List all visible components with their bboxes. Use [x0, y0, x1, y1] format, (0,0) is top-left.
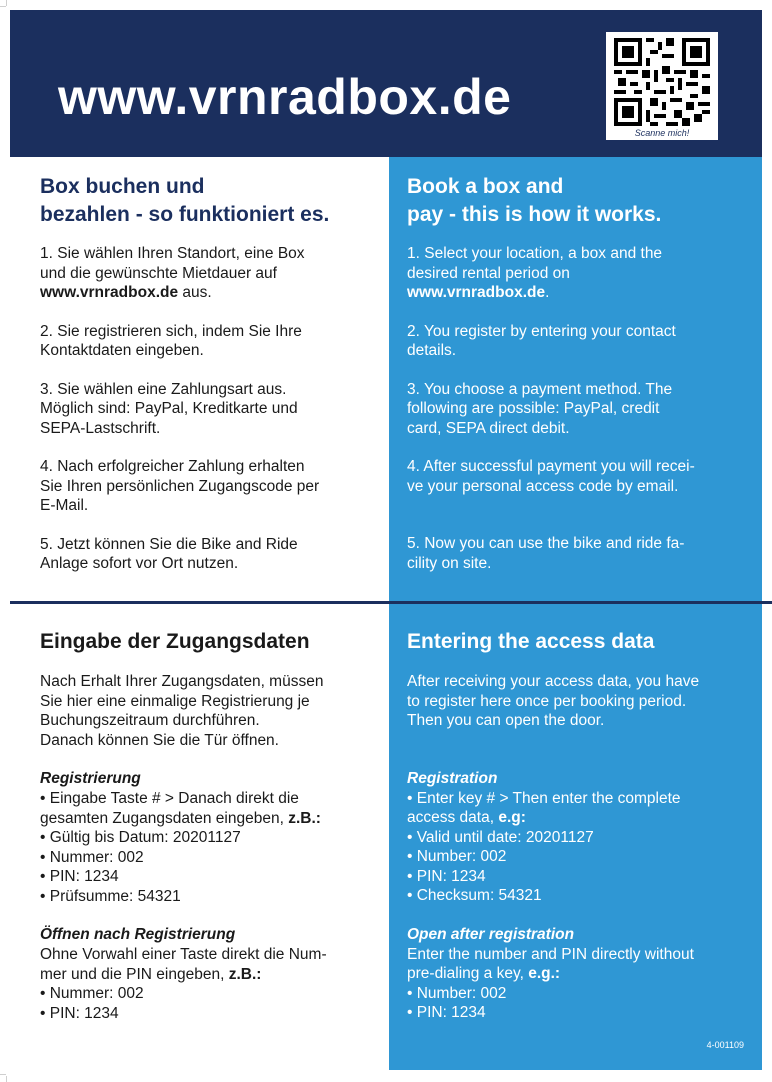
- german-step-2-line2: Kontaktdaten eingeben.: [40, 342, 204, 359]
- qr-code-icon: [614, 38, 710, 126]
- german-step-1-end: aus.: [178, 284, 212, 301]
- document-id: 4-001109: [706, 1040, 744, 1050]
- english-step-5-line2: cility on site.: [407, 554, 492, 572]
- english-step-1-line1: 1. Select your location, a box and the: [407, 245, 663, 262]
- english-registration-item: • Checksum: 54321: [407, 887, 542, 904]
- english-registration-item: • Valid until date: 20201127: [407, 828, 594, 846]
- german-step-5: [40, 535, 385, 574]
- german-step-5-line1: 5. Jetzt können Sie die Bike and Ride: [40, 535, 298, 553]
- german-open-line1: Ohne Vorwahl einer Taste direkt die Num-: [40, 946, 327, 963]
- german-access-line4: Danach können Sie die Tür öffnen.: [40, 731, 279, 749]
- english-heading-line2: pay - this is how it works.: [407, 203, 662, 226]
- german-step-2-line1: 2. Sie registrieren sich, indem Sie Ihre: [40, 322, 302, 340]
- german-access-line2: Sie hier eine einmalige Registrierung je: [40, 692, 310, 710]
- german-registration-line1: • Eingabe Taste # > Danach direkt die: [40, 790, 299, 807]
- german-step-1-line3: [40, 283, 385, 303]
- qr-caption: Scanne mich!: [634, 128, 690, 138]
- german-registration-block: [40, 769, 385, 906]
- english-open-line2: [407, 964, 747, 984]
- german-open-line2-text: mer und die PIN eingeben,: [40, 965, 229, 983]
- german-registration-line2-text: gesamten Zugangsdaten eingeben,: [40, 809, 289, 827]
- german-access-line3: Buchungszeitraum durchführen.: [40, 712, 260, 729]
- english-step-1: [407, 244, 747, 303]
- english-open-item: • PIN: 1234: [407, 1004, 486, 1021]
- english-registration-example-label: e.g:: [498, 809, 526, 826]
- english-step-5-line1: 5. Now you can use the bike and ride fa-: [407, 535, 685, 552]
- english-access-intro: [407, 672, 747, 731]
- crop-mark: [6, 1076, 7, 1082]
- german-registration-item: • Gültig bis Datum: 20201127: [40, 829, 241, 846]
- german-step-4-line3: E-Mail.: [40, 497, 89, 514]
- english-booking-section: [407, 173, 747, 573]
- german-registration-item: • Prüfsumme: 54321: [40, 887, 181, 905]
- crop-mark: [0, 1074, 6, 1075]
- english-registration-item: • PIN: 1234: [407, 867, 486, 885]
- english-heading-line1: Book a box and: [407, 175, 564, 198]
- german-access-heading: Eingabe der Zugangsdaten: [40, 630, 310, 653]
- german-access-intro: [40, 672, 385, 750]
- english-open-line1: Enter the number and PIN directly without: [407, 945, 694, 963]
- english-step-1-line3: [407, 283, 747, 303]
- english-registration-item: • Number: 002: [407, 848, 507, 865]
- german-registration-example-label: z.B.:: [288, 809, 321, 827]
- english-registration-block: [407, 769, 747, 906]
- german-open-item: • Nummer: 002: [40, 985, 144, 1002]
- english-access-section: [407, 629, 747, 1023]
- german-step-4-line2: Sie Ihren persönlichen Zugangscode per: [40, 477, 320, 495]
- header-banner: [10, 10, 762, 157]
- english-access-heading: Entering the access data: [407, 630, 655, 653]
- english-step-4-line2: ve your personal access code by email.: [407, 477, 679, 495]
- english-registration-line1: • Enter key # > Then enter the complete: [407, 789, 681, 807]
- english-step-3: [407, 380, 747, 439]
- english-step-3-line2: following are possible: PayPal, credit: [407, 400, 660, 417]
- english-access-line2: to register here once per booking period.: [407, 692, 687, 710]
- english-step-1-line2: desired rental period on: [407, 264, 570, 282]
- english-step-4-line1: 4. After successful payment you will recei-: [407, 458, 695, 475]
- german-step-1: [40, 244, 385, 303]
- english-registration-heading: Registration: [407, 769, 498, 787]
- german-open-block: [40, 925, 385, 1023]
- german-heading-line2: bezahlen - so funktioniert es.: [40, 203, 330, 226]
- german-open-example-label: z.B.:: [228, 965, 262, 983]
- german-registration-heading: Registrierung: [40, 770, 141, 787]
- english-access-line3: Then you can open the door.: [407, 712, 605, 729]
- english-step-3-line3: card, SEPA direct debit.: [407, 419, 570, 437]
- german-step-4-line1: 4. Nach erfolgreicher Zahlung erhalten: [40, 458, 305, 475]
- english-open-heading: Open after registration: [407, 925, 575, 943]
- crop-mark: [0, 6, 6, 7]
- german-step-5-line2: Anlage sofort vor Ort nutzen.: [40, 555, 239, 572]
- german-open-heading: Öffnen nach Registrierung: [40, 926, 236, 943]
- website-title[interactable]: www.vrnradbox.de: [58, 69, 512, 125]
- german-step-3-line2: Möglich sind: PayPal, Kreditkarte und: [40, 400, 298, 417]
- english-step-1-url[interactable]: www.vrnradbox.de: [407, 284, 546, 301]
- german-step-3-line1: 3. Sie wählen eine Zahlungsart aus.: [40, 380, 287, 398]
- german-access-section: [40, 629, 385, 1023]
- german-step-4: [40, 457, 385, 516]
- german-step-1-line1: 1. Sie wählen Ihren Standort, eine Box: [40, 245, 305, 262]
- english-registration-line2: [407, 808, 747, 828]
- german-heading-line1: Box buchen und: [40, 175, 205, 198]
- qr-code[interactable]: [606, 32, 718, 140]
- english-step-5: [407, 534, 747, 573]
- german-step-3: [40, 380, 385, 439]
- german-access-line1: Nach Erhalt Ihrer Zugangsdaten, müssen: [40, 673, 324, 690]
- english-step-4: [407, 457, 747, 496]
- crop-mark: [6, 0, 7, 6]
- german-registration-line2: [40, 809, 385, 829]
- english-registration-line2-text: access data,: [407, 809, 499, 826]
- german-registration-item: • PIN: 1234: [40, 868, 119, 885]
- german-registration-item: • Nummer: 002: [40, 848, 144, 866]
- german-step-1-line2: und die gewünschte Mietdauer auf: [40, 264, 277, 282]
- english-step-1-end: .: [545, 284, 550, 301]
- english-open-block: [407, 925, 747, 1023]
- german-open-item: • PIN: 1234: [40, 1004, 119, 1022]
- english-access-line1: After receiving your access data, you have: [407, 673, 700, 690]
- english-open-line2-text: pre-dialing a key,: [407, 965, 529, 982]
- english-step-2-line1: 2. You register by entering your contact: [407, 322, 676, 340]
- german-step-2: [40, 322, 385, 361]
- section-divider: [10, 601, 772, 604]
- english-step-2-line2: details.: [407, 342, 457, 359]
- german-step-3-line3: SEPA-Lastschrift.: [40, 419, 161, 437]
- english-open-item: • Number: 002: [407, 984, 507, 1002]
- german-step-1-url[interactable]: www.vrnradbox.de: [40, 284, 179, 301]
- english-open-example-label: e.g.:: [528, 965, 561, 982]
- german-open-line2: [40, 965, 385, 985]
- german-booking-section: [40, 173, 385, 574]
- english-step-3-line1: 3. You choose a payment method. The: [407, 380, 673, 398]
- english-step-2: [407, 322, 747, 361]
